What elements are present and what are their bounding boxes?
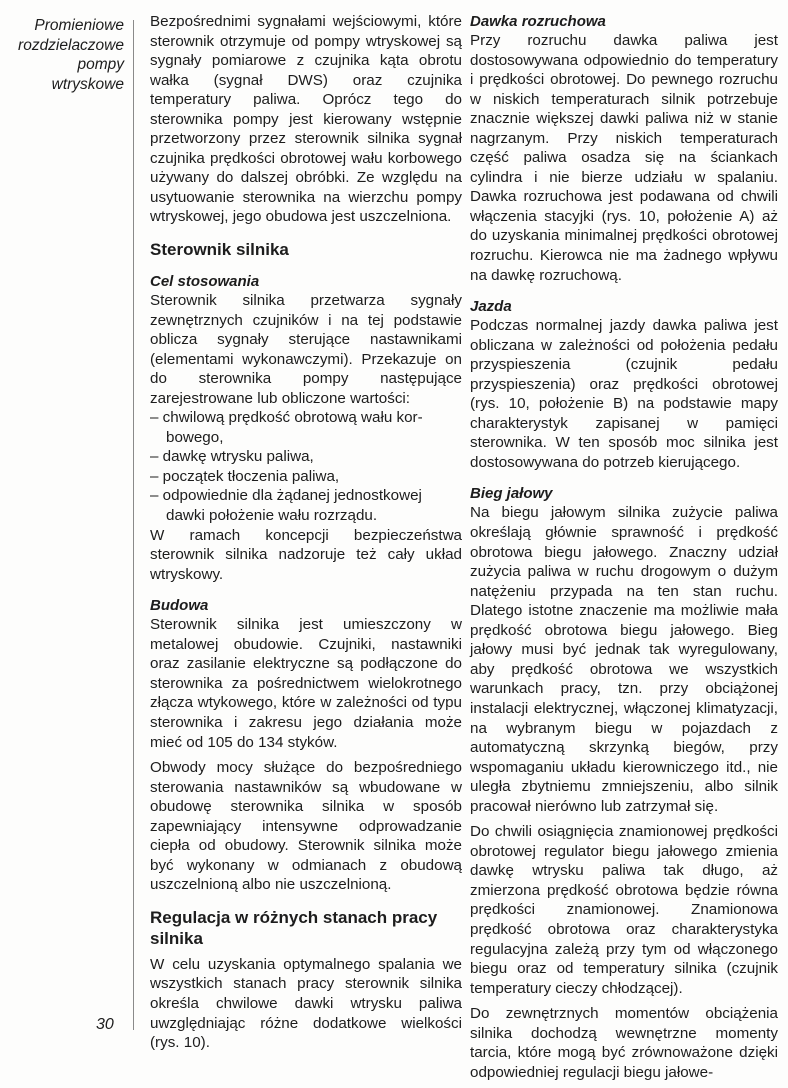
margin-title-line: rozdzielaczowe: [18, 36, 124, 54]
list-item: dawki położenie wału rozrządu.: [166, 507, 378, 525]
list-item: bowego,: [166, 428, 224, 446]
margin-title-line: Promieniowe: [34, 17, 124, 34]
values-list: [150, 408, 462, 525]
paragraph: Sterownik silnika przetwarza sygnały zewnętrznych czujników i na tej podstawie oblicza sygnały sterujące nastawnikami (elementami wykonawczymi). Przekazuje on do sterownika pompy następujące zarejestrowane lub obliczone wartości:: [150, 292, 462, 407]
subsection-heading: Jazda: [470, 298, 512, 316]
subsection-heading: Bieg jałowy: [470, 485, 553, 503]
list-item: – początek tłoczenia paliwa,: [150, 467, 340, 485]
subsection-heading: Dawka rozruchowa: [470, 13, 606, 30]
page-number: 30: [96, 1016, 114, 1033]
right-column: [470, 12, 778, 1088]
margin-divider: [133, 20, 134, 1030]
margin-title-line: wtryskowe: [51, 75, 124, 93]
paragraph: Na biegu jałowym silnika zużycie paliwa określają głównie sprawność i prędkość obrotowa biegu jałowego. Znaczny udział zużycia paliwa w ruchu drogowym o dużym natężeniu przypada na ten stan ruchu. Dlatego istotne znaczenie ma możliwie mała prędkość obrotowa biegu jałowego. Bieg jałowy musi być jednak tak wyregulowany, aby prędkość obrotowa we wszystkich warunkach pracy, tzn. przy obciążonej instalacji elektrycznej, włączonej klimatyzacji, na wybranym biegu w pojazdach z automatyczną skrzynką biegów, przy wspomaganiu układu kierowniczego itd., nie uległa zbytniemu zmniejszeniu, albo silnik pracował nierówno lub zatrzymał się.: [470, 504, 778, 815]
intro-paragraph: Bezpośrednimi sygnałami wejściowymi, które sterownik otrzymuje od pompy wtryskowej są sygnały pomiarowe z czujnika kąta obrotu wałka (sygnał DWS) oraz czujnika temperatury paliwa. Oprócz tego do sterownika pompy jest kierowany wstępnie przetworzony przez sterownik silnika sygnał czujnika prędkości obrotowej wału korbowego używany do dalszej obróbki. Ze względu na usytuowanie sterownika na wierzchu pompy wtryskowej, jego obudowa jest uszczelniona.: [150, 13, 462, 226]
list-item: – odpowiednie dla żądanej jednostkowej: [150, 487, 422, 505]
paragraph: W celu uzyskania optymalnego spalania we wszystkich stanach pracy sterownik silnika określa chwilowe dawki wtrysku paliwa uwzględniając różne dodatkowe wielkości (rys. 10).: [150, 955, 462, 1052]
subsection-heading: Budowa: [150, 597, 209, 615]
paragraph: Do chwili osiągnięcia znamionowej prędkości obrotowej regulator biegu jałowego zmienia dawkę wtrysku paliwa tak długo, aż zmierzona prędkość obrotowa będzie równa prędkości znamionowej. Znamionowa prędkość obrotowa oraz charakterystyka regulacyjna zależą przy tym od włączonego biegu oraz od temperatury silnika (czujnik temperatury cieczy chłodzącej).: [470, 823, 778, 997]
paragraph: Sterownik silnika jest umieszczony w metalowej obudowie. Czujniki, nastawniki oraz zasilanie elektryczne są podłączone do sterownika za pośrednictwem wielokrotnego złącza wtykowego, które w zależności od typu sterownika i zakresu jego działania może mieć od 105 do 134 styków.: [150, 616, 462, 751]
subsection-heading: Cel stosowania: [150, 273, 260, 291]
section-heading: Sterownik silnika: [150, 240, 289, 260]
paragraph: Do zewnętrznych momentów obciążenia silnika dochodzą wewnętrzne momenty tarcia, które mogą być zrównoważone dzięki odpowiedniej regulacji biegu jałowe-: [470, 1005, 778, 1081]
margin-chapter-title: [6, 16, 124, 94]
paragraph: W ramach koncepcji bezpieczeństwa sterownik silnika nadzoruje też cały układ wtryskowy.: [150, 526, 462, 583]
paragraph: Obwody mocy służące do bezpośredniego sterowania nastawników są wbudowane w obudowę sterownika silnika w sposób zapewniający intensywne odprowadzanie ciepła od obudowy. Sterownik silnika może być wykonany w odmianach z obudową uszczelnioną albo nie uszczelnioną.: [150, 759, 462, 894]
margin-title-line: pompy: [77, 56, 124, 73]
left-column: [150, 12, 462, 1059]
paragraph: Przy rozruchu dawka paliwa jest dostosowywana odpowiednio do temperatury i prędkości obrotowej. Do pewnego rozruchu w niskich temperaturach silnik potrzebuje znacznie większej dawki paliwa niż w stanie nagrzanym. Przy niskich temperaturach część paliwa osadza się na ściankach cylindra i nie bierze udziału w spalaniu. Dawka rozruchowa jest podawana od chwili włączenia stacyjki (rys. 10, położenie A) aż do uzyskania minimalnej prędkości obrotowej rozruchu. Kierowca nie ma żadnego wpływu na dawkę rozruchową.: [470, 32, 778, 284]
paragraph: Podczas normalnej jazdy dawka paliwa jest obliczana w zależności od położenia pedału przyspieszenia (czujnik pedału przyspieszenia) oraz prędkości obrotowej (rys. 10, położenie B) na podstawie mapy charakterystyk zapisanej w pamięci sterownika. W ten sposób moc silnika jest dostosowywana do potrzeb kierującego.: [470, 317, 778, 471]
list-item: – chwilową prędkość obrotową wału kor-: [150, 409, 423, 427]
section-heading: Regulacja w różnych stanach pracy silnika: [150, 907, 438, 948]
list-item: – dawkę wtrysku paliwa,: [150, 448, 314, 466]
